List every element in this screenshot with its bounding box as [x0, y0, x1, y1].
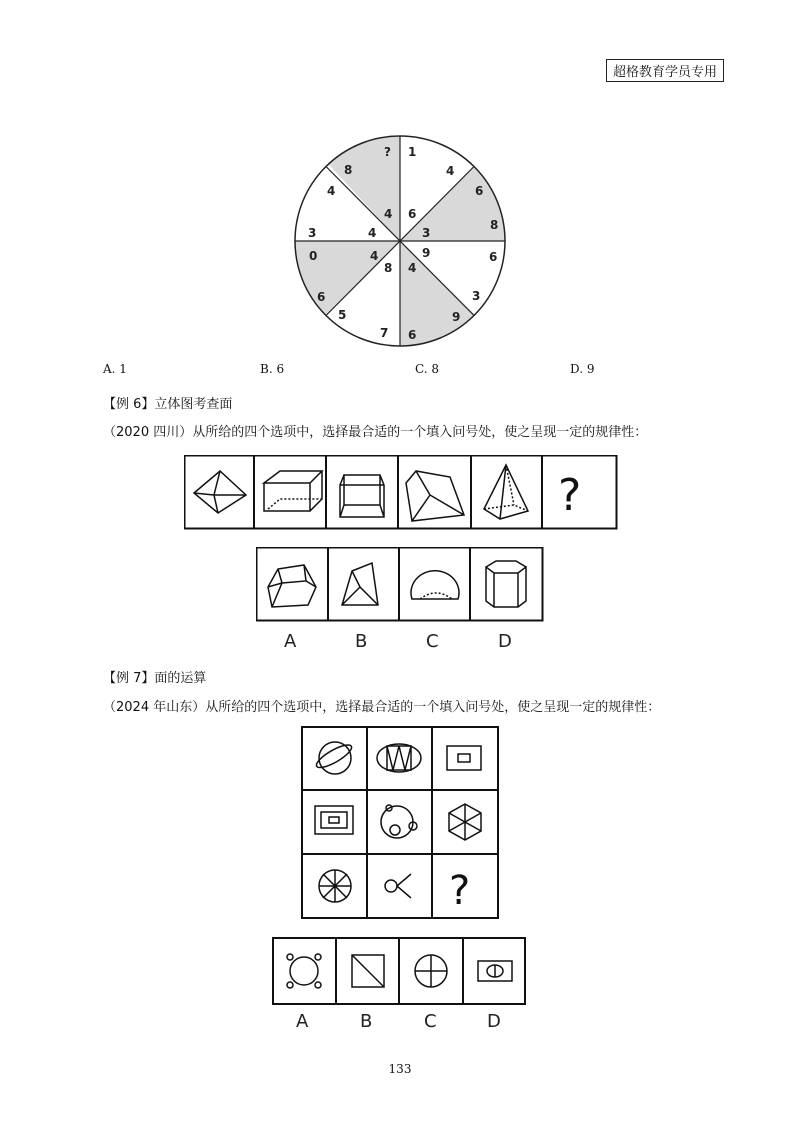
option-d[interactable]: D. 9 — [570, 362, 595, 376]
wheel-number: 1 — [408, 145, 417, 159]
wheel-number: 8 — [344, 163, 353, 177]
option-c[interactable]: C. 8 — [415, 362, 440, 376]
irregular-polyhedron-shape — [406, 471, 464, 521]
cell-hexagon-spokes — [449, 804, 481, 840]
cell-nested-rect — [447, 746, 481, 770]
wheel-number: 9 — [422, 246, 431, 260]
option-label[interactable]: C — [424, 1011, 437, 1032]
example6-title: 【例 6】立体图考查面 — [103, 397, 233, 412]
wheel-number: 6 — [408, 207, 417, 221]
option-label[interactable]: D — [487, 1011, 501, 1032]
option-label[interactable]: A — [284, 631, 297, 652]
option-d-hexprism[interactable] — [486, 561, 526, 607]
option-a[interactable]: A. 1 — [103, 362, 127, 376]
wheel-number: 0 — [309, 249, 318, 263]
wheel-number: 6 — [475, 184, 484, 198]
option-b-wedge[interactable] — [342, 563, 378, 605]
option-b-diagonal-square[interactable] — [352, 955, 384, 987]
wheel-number: 4 — [327, 184, 336, 198]
wheel-number: 4 — [384, 207, 393, 221]
wheel-number: 6 — [317, 290, 326, 304]
option-label[interactable]: A — [296, 1011, 309, 1032]
wheel-number: 6 — [489, 250, 498, 264]
option-label[interactable]: B — [360, 1011, 373, 1032]
wheel-number: 8 — [384, 261, 393, 275]
option-label[interactable]: D — [498, 631, 512, 652]
cell-wheel-spokes — [319, 870, 351, 902]
example7-title: 【例 7】面的运算 — [103, 671, 207, 686]
example6-question-row — [184, 455, 618, 531]
page-number: 133 — [388, 1062, 412, 1076]
wheel-number: 9 — [452, 310, 461, 324]
option-a-frustum[interactable] — [268, 565, 316, 607]
frustum-box-shape — [340, 475, 384, 517]
question-mark: ? — [449, 868, 471, 914]
pyramid-shape — [484, 465, 528, 519]
cell-angle-circle — [385, 874, 411, 898]
number-wheel-figure — [290, 135, 510, 350]
wheel-number: 4 — [370, 249, 379, 263]
example6-options-row — [256, 547, 546, 659]
example7-prompt: （2024 年山东）从所给的四个选项中，选择最合适的一个填入问号处，使之呈现一定的规律性： — [103, 700, 661, 715]
wheel-number: 5 — [338, 308, 347, 322]
option-c-circle-cross[interactable] — [415, 955, 447, 987]
cell-ellipse-zigzag — [377, 744, 421, 772]
option-a-circle-dots[interactable] — [287, 954, 321, 988]
option-d-rect-ellipse[interactable] — [478, 961, 512, 981]
wheel-number: 3 — [472, 289, 481, 303]
question-mark: ? — [558, 470, 582, 521]
example6-prompt: （2020 四川）从所给的四个选项中，选择最合适的一个填入问号处，使之呈现一定的规律性： — [103, 425, 648, 440]
cell-triple-rect — [315, 806, 353, 834]
header-stamp: 超格教育学员专用 — [606, 59, 724, 82]
cell-circle-ring — [314, 741, 355, 774]
octahedron-shape — [194, 471, 246, 513]
wheel-number: 8 — [490, 218, 499, 232]
option-label[interactable]: B — [355, 631, 368, 652]
wheel-number: 4 — [446, 164, 455, 178]
wheel-number: 6 — [408, 328, 417, 342]
wheel-spokes — [295, 136, 505, 346]
example7-options-row — [272, 937, 528, 1033]
example7-grid — [301, 726, 501, 922]
wheel-number: 7 — [380, 326, 389, 340]
option-b[interactable]: B. 6 — [260, 362, 285, 376]
wheel-number: 3 — [422, 226, 431, 240]
wheel-number: 4 — [368, 226, 377, 240]
option-label[interactable]: C — [426, 631, 439, 652]
slanted-prism-shape — [264, 471, 322, 511]
option-c-dome[interactable] — [411, 571, 459, 599]
wheel-number: 4 — [408, 261, 417, 275]
cell-circle-dots — [381, 805, 417, 838]
wheel-number: 3 — [308, 226, 317, 240]
wheel-number: ? — [384, 145, 391, 159]
